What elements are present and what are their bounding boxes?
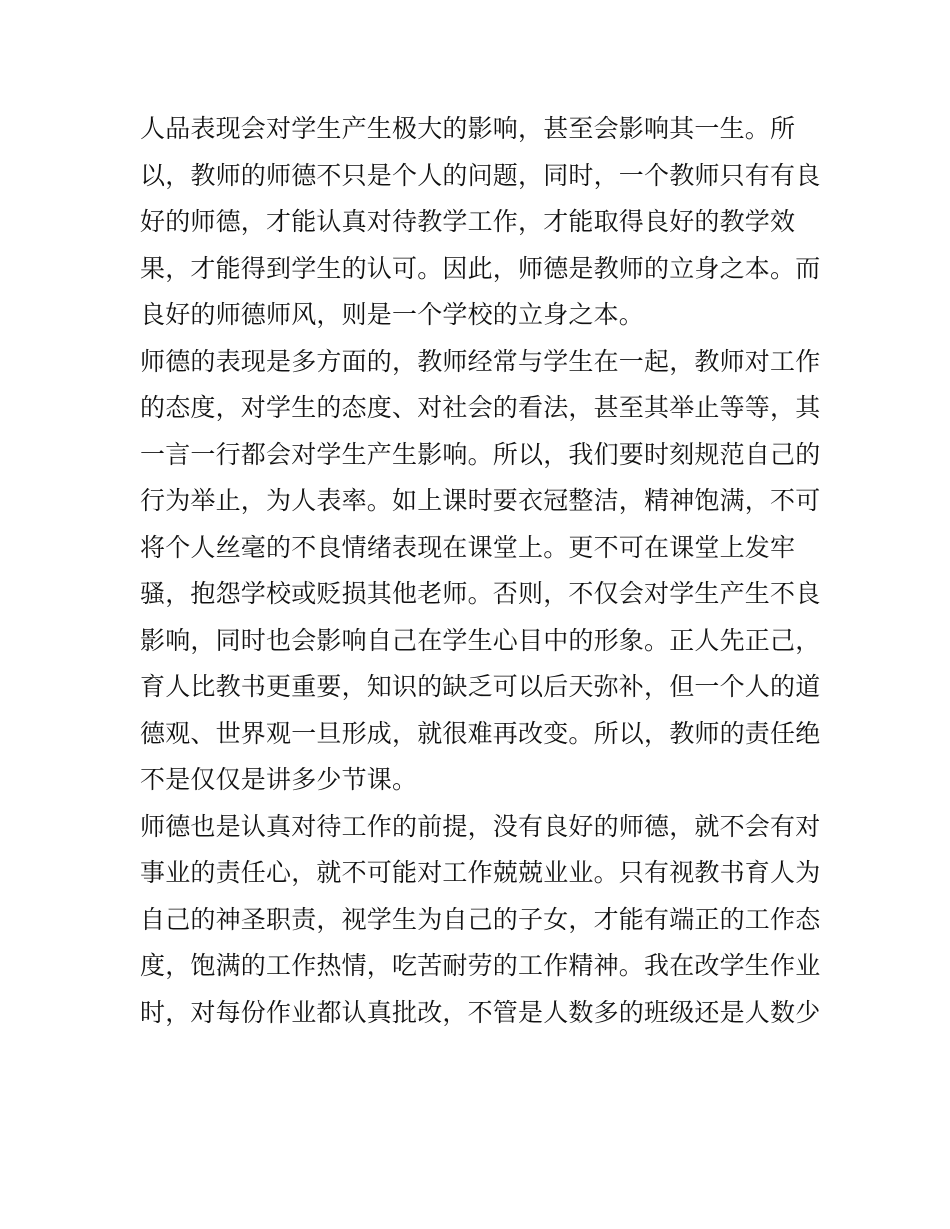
text-line: 将个人丝毫的不良情绪表现在课堂上。更不可在课堂上发牢 [140, 532, 796, 562]
text-line: 果，才能得到学生的认可。因此，师德是教师的立身之本。而 [140, 253, 821, 283]
paragraph-2 [140, 339, 830, 804]
text-line: 师德的表现是多方面的，教师经常与学生在一起，教师对工作 [140, 346, 821, 376]
text-line: 一言一行都会对学生产生影响。所以，我们要时刻规范自己的 [140, 439, 821, 469]
text-line: 事业的责任心，就不可能对工作兢兢业业。只有视教书育人为 [140, 858, 821, 887]
text-line: 人品表现会对学生产生极大的影响，甚至会影响其一生。所 [140, 114, 796, 143]
text-line: 影响，同时也会影响自己在学生心目中的形象。正人先正己， [140, 625, 821, 655]
text-line: 的态度，对学生的态度、对社会的看法，甚至其举止等等，其 [140, 393, 821, 422]
text-line: 自己的神圣职责，视学生为自己的子女，才能有端正的工作态 [140, 904, 821, 934]
text-line: 师德也是认真对待工作的前提，没有良好的师德，就不会有对 [140, 811, 821, 841]
text-line: 不是仅仅是讲多少节课。 [140, 765, 418, 794]
text-line: 度，饱满的工作热情，吃苦耐劳的工作精神。我在改学生作业 [140, 951, 821, 980]
text-line: 好的师德，才能认真对待教学工作，才能取得良好的教学效 [140, 207, 796, 236]
text-line: 骚，抱怨学校或贬损其他老师。否则，不仅会对学生产生不良 [140, 579, 821, 608]
text-line: 时，对每份作业都认真批改，不管是人数多的班级还是人数少 [140, 997, 821, 1027]
text-line: 良好的师德师风，则是一个学校的立身之本。 [140, 300, 645, 329]
text-line: 以，教师的师德不只是个人的问题，同时，一个教师只有有良 [140, 160, 821, 190]
paragraph-1 [140, 106, 830, 339]
document-body [140, 106, 830, 1036]
paragraph-3 [140, 804, 830, 1037]
text-line: 行为举止，为人表率。如上课时要衣冠整洁，精神饱满，不可 [140, 486, 821, 515]
text-line: 德观、世界观一旦形成，就很难再改变。所以，教师的责任绝 [140, 718, 821, 748]
text-line: 育人比教书更重要，知识的缺乏可以后天弥补，但一个人的道 [140, 672, 821, 701]
